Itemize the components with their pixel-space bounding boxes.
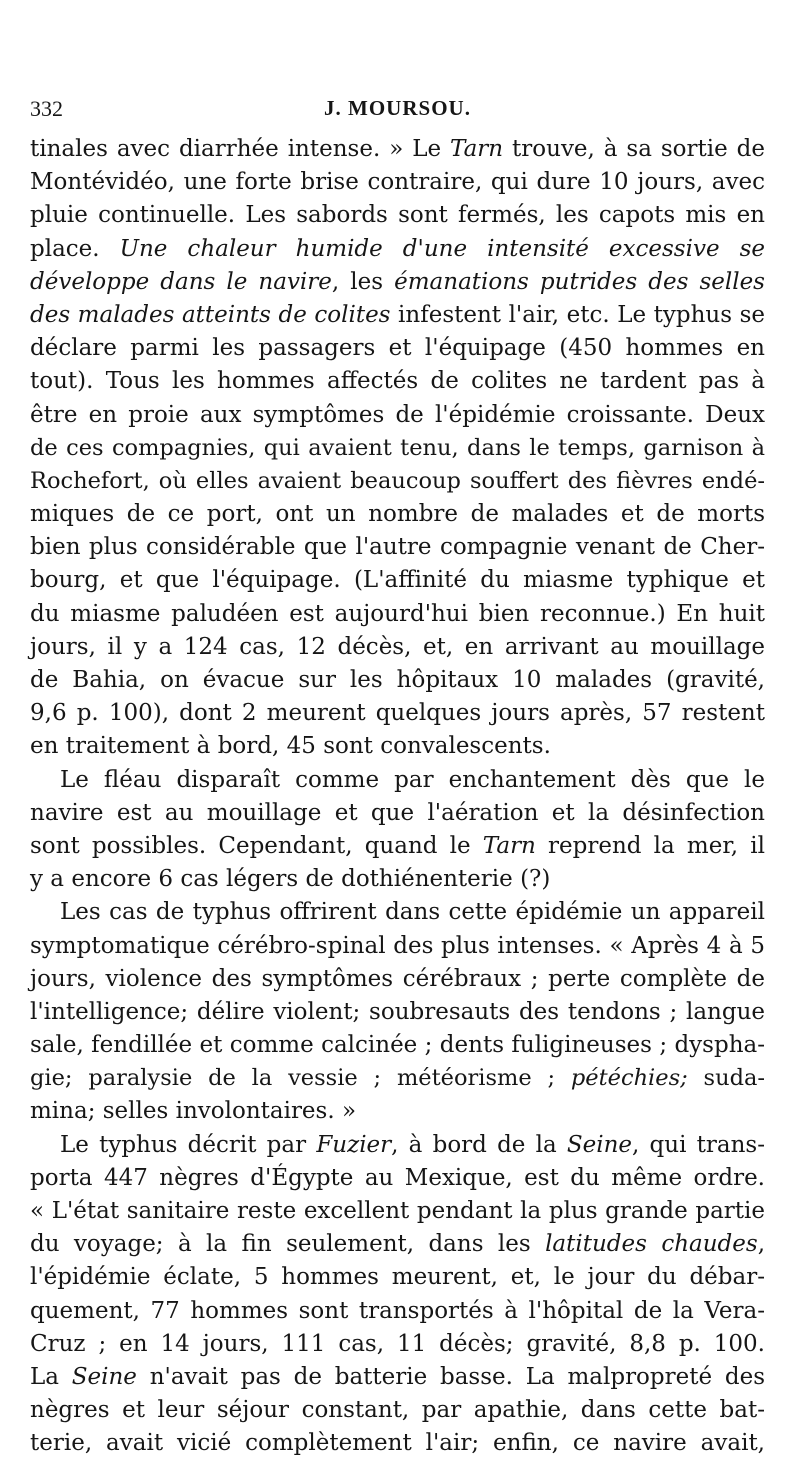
text-line bbox=[30, 697, 765, 730]
text-line bbox=[30, 233, 765, 266]
text-segment: reprend la mer, il bbox=[535, 832, 765, 859]
text-segment: du voyage; à la fin seulement, dans les bbox=[30, 1231, 546, 1258]
text-segment: bien plus considérable que l'autre compagnie venant de Cher- bbox=[30, 534, 765, 561]
text-line bbox=[30, 1394, 765, 1427]
italic-text: pétéchies; bbox=[570, 1065, 688, 1092]
text-segment: Les cas de typhus offrirent dans cette épidémie un appareil bbox=[60, 899, 765, 926]
text-line bbox=[30, 764, 765, 797]
text-line bbox=[30, 598, 765, 631]
text-line bbox=[30, 996, 765, 1029]
text-segment: jours, il y a 124 cas, 12 décès, et, en arrivant au mouillage bbox=[30, 633, 765, 660]
text-line bbox=[30, 1029, 765, 1062]
body-text bbox=[30, 133, 765, 1461]
text-segment: , qui trans- bbox=[632, 1131, 765, 1158]
text-line bbox=[30, 266, 765, 299]
text-segment: tinales avec diarrhée intense. » Le bbox=[30, 136, 451, 162]
text-line bbox=[30, 166, 765, 199]
text-segment: mina; selles involontaires. » bbox=[30, 1098, 357, 1125]
text-segment: , à bord de la bbox=[391, 1131, 567, 1158]
text-line bbox=[30, 730, 765, 763]
text-segment: bourg, et que l'équipage. (L'affinité du miasme typhique et bbox=[30, 567, 765, 594]
text-segment: y a encore 6 cas légers de dothiénenterie (?) bbox=[30, 866, 551, 893]
text-segment: nègres et leur séjour constant, par apathie, dans cette bat- bbox=[30, 1397, 765, 1424]
italic-text: Seine bbox=[566, 1131, 633, 1158]
running-head bbox=[30, 96, 765, 124]
running-title: J. MOURSOU. bbox=[324, 96, 471, 120]
text-segment: , les bbox=[331, 268, 395, 295]
text-segment: porta 447 nègres d'Égypte au Mexique, est du même ordre. bbox=[30, 1164, 765, 1191]
text-line bbox=[30, 1129, 765, 1162]
text-line bbox=[30, 1295, 765, 1328]
text-segment: l'épidémie éclate, 5 hommes meurent, et, le jour du débar- bbox=[30, 1264, 765, 1291]
text-line bbox=[30, 930, 765, 963]
text-segment: Le fléau disparaît comme par enchantement dès que le bbox=[60, 766, 765, 793]
text-line bbox=[30, 1328, 765, 1361]
text-line bbox=[30, 863, 765, 896]
italic-text: Tarn bbox=[482, 832, 536, 859]
text-line bbox=[30, 498, 765, 531]
italic-text: développe dans le navire bbox=[30, 268, 332, 295]
text-line bbox=[30, 332, 765, 365]
italic-text: des malades atteints de colites bbox=[30, 301, 391, 328]
text-line bbox=[30, 465, 765, 498]
text-line bbox=[30, 564, 765, 597]
italic-text: Seine bbox=[71, 1363, 137, 1390]
text-line bbox=[30, 365, 765, 398]
text-segment: Montévidéo, une forte brise contraire, qui dure 10 jours, avec bbox=[30, 169, 765, 196]
text-segment: gie; paralysie de la vessie ; météorisme ; bbox=[30, 1065, 571, 1092]
text-segment: Cruz ; en 14 jours, 111 cas, 11 décès; gravité, 8,8 p. 100. bbox=[30, 1330, 765, 1357]
text-line bbox=[30, 631, 765, 664]
text-segment: « L'état sanitaire reste excellent pendant la plus grande partie bbox=[30, 1198, 765, 1224]
text-segment: l'intelligence; délire violent; soubresauts des tendons ; langue bbox=[30, 998, 765, 1025]
italic-text: Une chaleur humide d'une intensité excessive se bbox=[119, 235, 765, 262]
italic-text: Tarn bbox=[450, 136, 504, 162]
text-segment: n'avait pas de batterie basse. La malpropreté des bbox=[136, 1363, 765, 1390]
text-segment: de ces compagnies, qui avaient tenu, dans le temps, garnison à bbox=[30, 434, 765, 461]
italic-text: Fuzier bbox=[316, 1131, 392, 1158]
text-segment: de Bahia, on évacue sur les hôpitaux 10 malades (gravité, bbox=[30, 667, 765, 693]
text-segment: place. bbox=[30, 235, 120, 262]
text-segment: en traitement à bord, 45 sont convalescents. bbox=[30, 733, 551, 760]
text-segment: sont possibles. Cependant, quand le bbox=[30, 832, 483, 859]
text-segment: jours, violence des symptômes cérébraux ; perte complète de bbox=[30, 965, 765, 992]
text-line bbox=[30, 1361, 765, 1394]
text-segment: trouve, à sa sortie de bbox=[503, 136, 765, 162]
text-line bbox=[30, 896, 765, 929]
italic-text: latitudes chaudes bbox=[545, 1231, 758, 1258]
text-segment: symptomatique cérébro-spinal des plus intenses. « Après 4 à 5 bbox=[30, 932, 765, 959]
text-segment: La bbox=[30, 1363, 72, 1390]
text-segment: 9,6 p. 100), dont 2 meurent quelques jours après, 57 restent bbox=[30, 700, 765, 727]
text-line bbox=[30, 830, 765, 863]
italic-text: émanations putrides des selles bbox=[394, 268, 765, 295]
text-line bbox=[30, 664, 765, 697]
text-segment: du miasme paludéen est aujourd'hui bien reconnue.) En huit bbox=[30, 600, 765, 627]
text-line bbox=[30, 797, 765, 830]
text-segment: infestent l'air, etc. Le typhus se bbox=[390, 301, 765, 328]
text-segment: suda- bbox=[687, 1065, 765, 1092]
page-number: 332 bbox=[30, 96, 63, 121]
text-line bbox=[30, 1162, 765, 1195]
text-segment: sale, fendillée et comme calcinée ; dents fuligineuses ; dyspha- bbox=[30, 1032, 765, 1059]
text-segment: déclare parmi les passagers et l'équipage (450 hommes en bbox=[30, 335, 765, 362]
text-line bbox=[30, 1195, 765, 1228]
text-line bbox=[30, 199, 765, 232]
text-segment: , bbox=[757, 1231, 765, 1258]
text-line bbox=[30, 299, 765, 332]
text-line bbox=[30, 432, 765, 465]
text-segment: pluie continuelle. Les sabords sont fermés, les capots mis en bbox=[30, 202, 765, 229]
text-segment: Rochefort, où elles avaient beaucoup souffert des fièvres endé- bbox=[30, 467, 765, 494]
text-line bbox=[30, 1228, 765, 1261]
text-line bbox=[30, 399, 765, 432]
text-segment: quement, 77 hommes sont transportés à l'hôpital de la Vera- bbox=[30, 1297, 765, 1324]
text-segment: Le typhus décrit par bbox=[60, 1131, 317, 1158]
text-line bbox=[30, 1261, 765, 1294]
text-segment: tout). Tous les hommes affectés de colites ne tardent pas à bbox=[30, 368, 765, 395]
text-line bbox=[30, 531, 765, 564]
text-line bbox=[30, 133, 765, 166]
text-segment: terie, avait vicié complètement l'air; enfin, ce navire avait, bbox=[30, 1430, 765, 1457]
text-line bbox=[30, 1427, 765, 1460]
text-line bbox=[30, 1062, 765, 1095]
text-line bbox=[30, 1095, 765, 1128]
text-segment: navire est au mouillage et que l'aération et la désinfection bbox=[30, 799, 765, 826]
text-segment: miques de ce port, ont un nombre de malades et de morts bbox=[30, 501, 765, 528]
text-line bbox=[30, 963, 765, 996]
text-segment: être en proie aux symptômes de l'épidémie croissante. Deux bbox=[30, 401, 765, 428]
